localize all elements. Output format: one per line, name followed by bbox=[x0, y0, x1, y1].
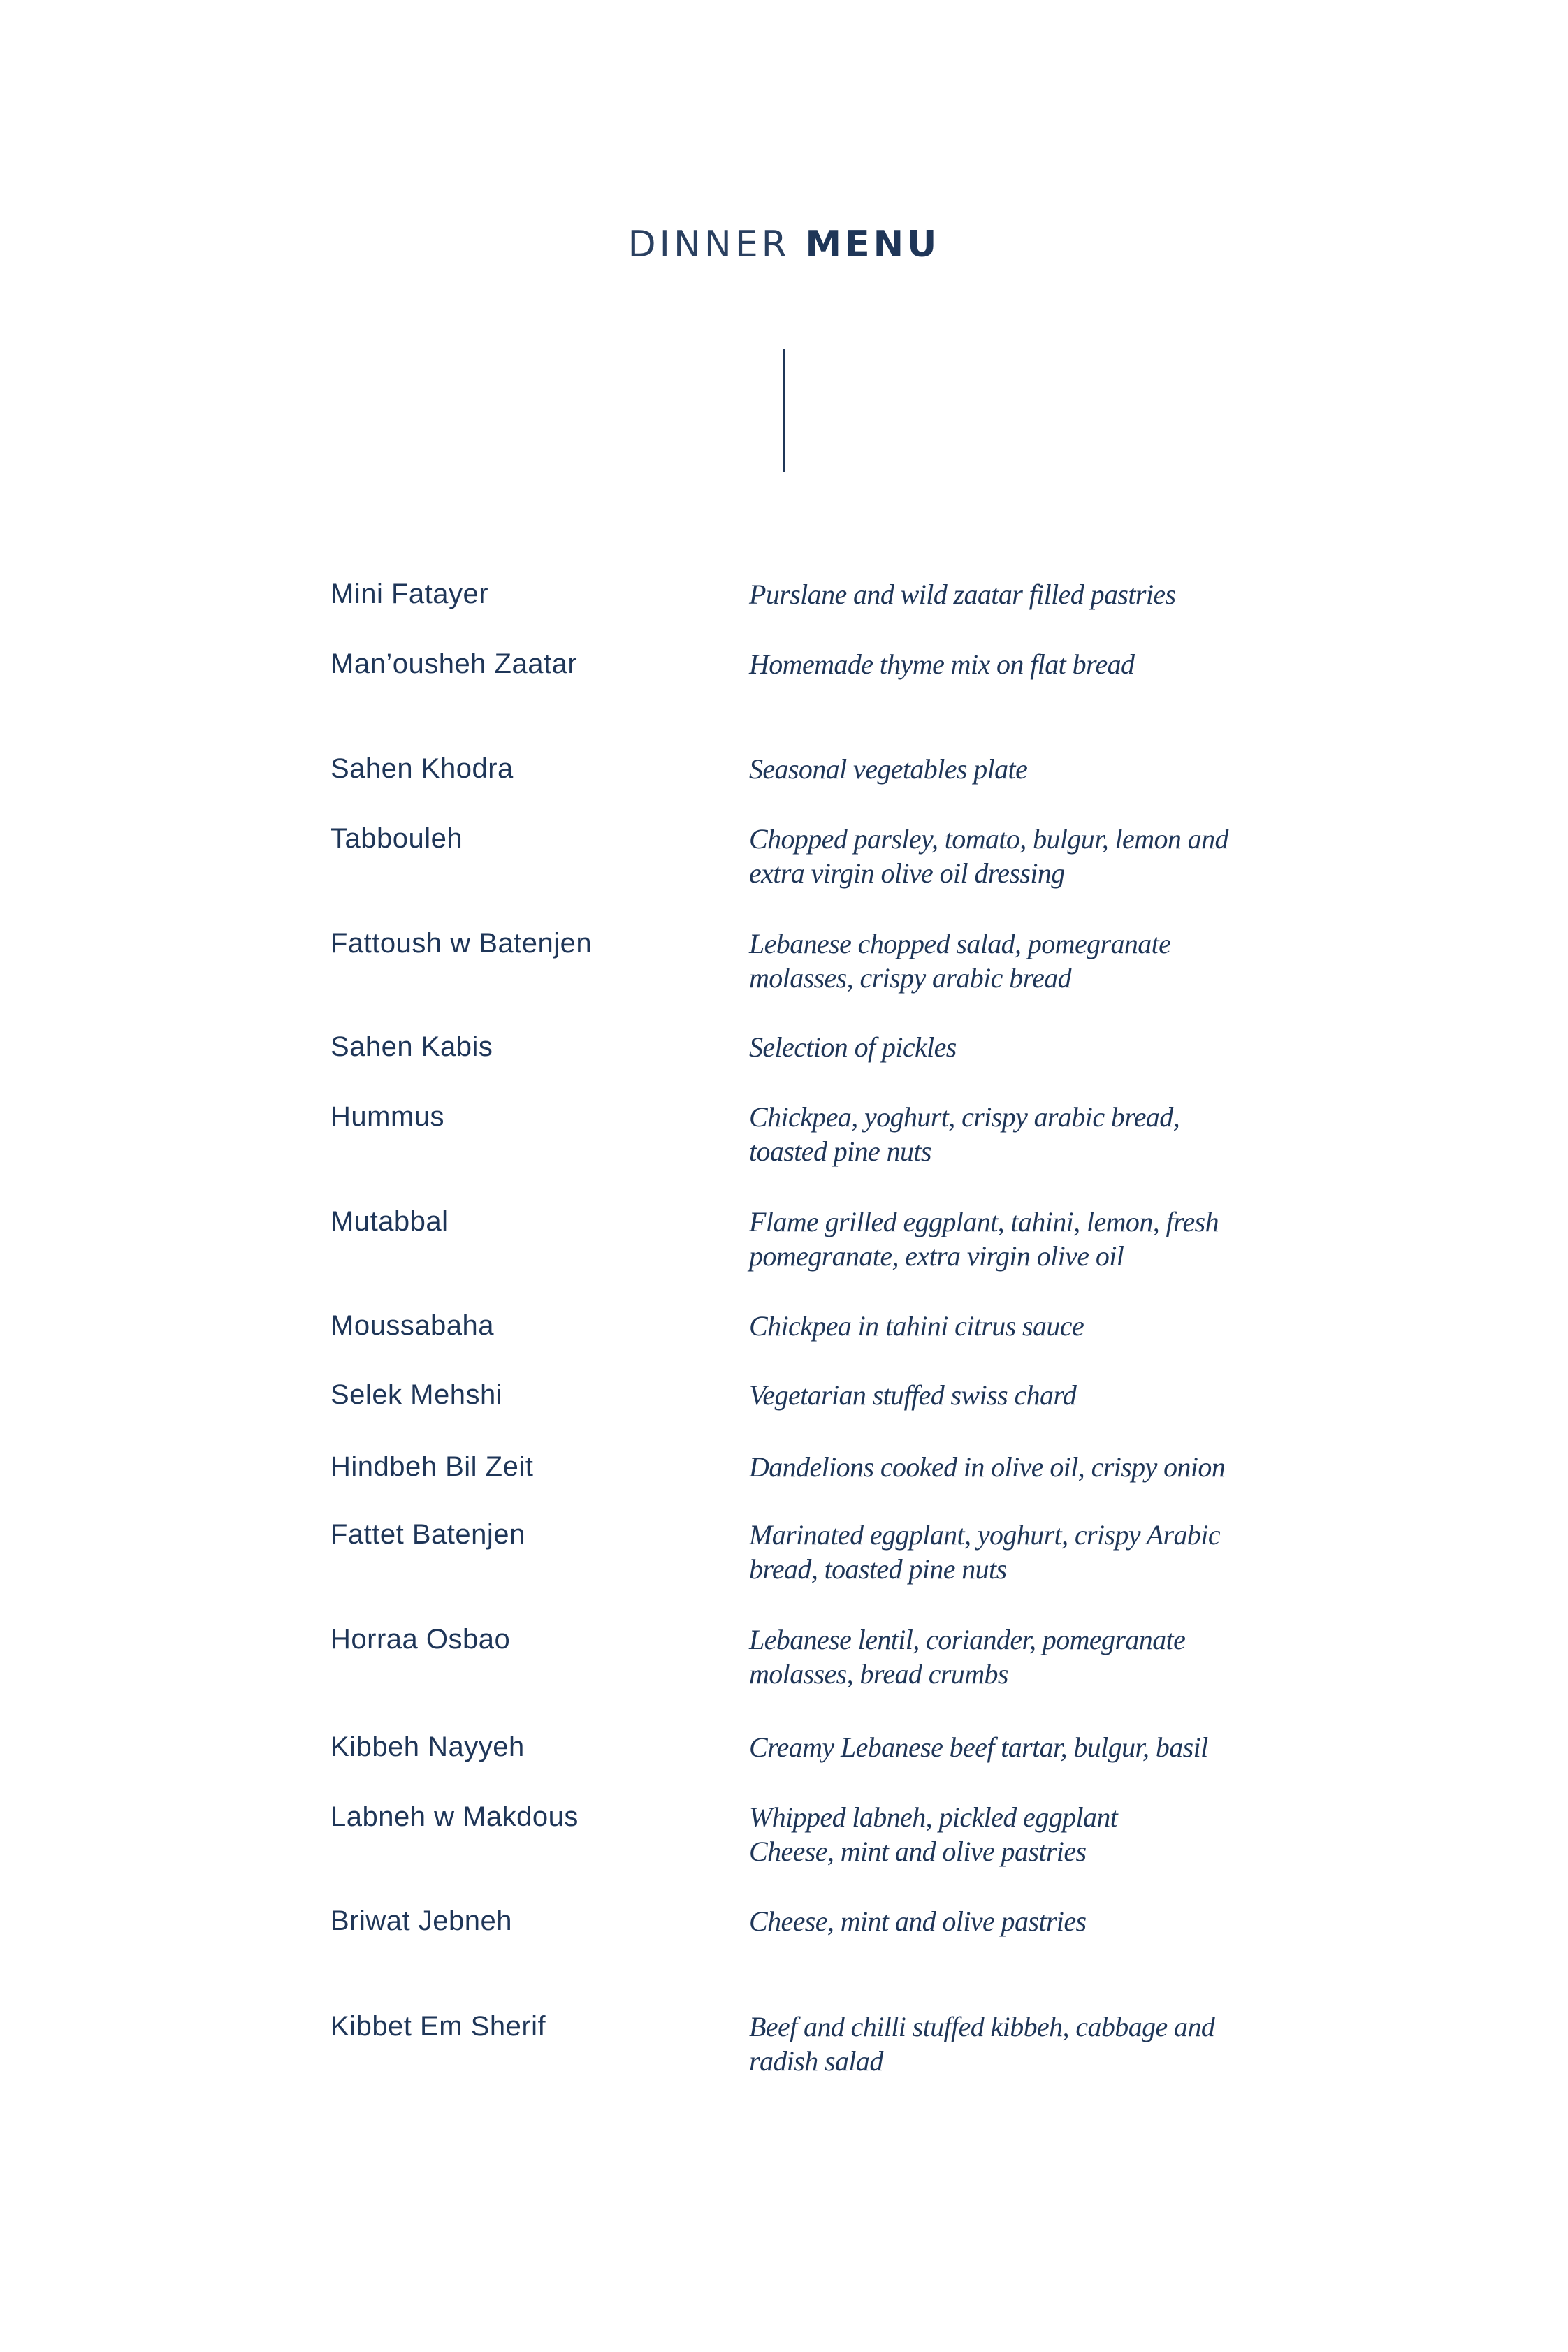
description-line: Vegetarian stuffed swiss chard bbox=[749, 1379, 1077, 1411]
item-description bbox=[749, 1518, 1252, 1586]
description-line: Seasonal vegetables plate bbox=[749, 753, 1028, 785]
item-name: Mutabbal bbox=[331, 1206, 449, 1237]
description-line: pomegranate, extra virgin olive oil bbox=[749, 1240, 1124, 1272]
description-line: Lebanese chopped salad, pomegranate bbox=[749, 928, 1171, 959]
item-name: Kibbeh Nayyeh bbox=[331, 1732, 525, 1762]
description-line: bread, toasted pine nuts bbox=[749, 1553, 1007, 1585]
description-line: Beef and chilli stuffed kibbeh, cabbage and bbox=[749, 2011, 1215, 2042]
item-description bbox=[749, 1904, 1252, 1938]
description-line: Selection of pickles bbox=[749, 1031, 957, 1063]
title-dinner: DINNER bbox=[627, 224, 790, 266]
item-name: Mini Fatayer bbox=[331, 579, 489, 609]
description-line: Marinated eggplant, yoghurt, crispy Arabic bbox=[749, 1519, 1220, 1551]
item-name: Man’ousheh Zaatar bbox=[331, 648, 578, 679]
item-description bbox=[749, 752, 1252, 786]
item-name: Sahen Kabis bbox=[331, 1031, 493, 1062]
description-line: radish salad bbox=[749, 2045, 883, 2077]
item-name: Sahen Khodra bbox=[331, 753, 514, 784]
page-title bbox=[0, 222, 1568, 267]
item-description bbox=[749, 1378, 1252, 1412]
title-menu: MENU bbox=[805, 224, 941, 266]
item-name: Hummus bbox=[331, 1101, 445, 1132]
item-description bbox=[749, 1030, 1252, 1064]
item-name: Horraa Osbao bbox=[331, 1624, 511, 1655]
item-description bbox=[749, 1205, 1252, 1273]
item-name: Labneh w Makdous bbox=[331, 1801, 579, 1832]
item-name: Hindbeh Bil Zeit bbox=[331, 1451, 534, 1482]
description-line: Cheese, mint and olive pastries bbox=[749, 1836, 1087, 1867]
description-line: Purslane and wild zaatar filled pastries bbox=[749, 579, 1176, 610]
item-name: Kibbet Em Sherif bbox=[331, 2011, 546, 2042]
item-name: Selek Mehshi bbox=[331, 1379, 503, 1410]
description-line: Dandelions cooked in olive oil, crispy onion bbox=[749, 1451, 1226, 1483]
description-line: Chickpea, yoghurt, crispy arabic bread, bbox=[749, 1101, 1180, 1133]
description-line: molasses, crispy arabic bread bbox=[749, 962, 1072, 994]
item-name: Moussabaha bbox=[331, 1310, 495, 1341]
vertical-divider bbox=[783, 349, 785, 472]
item-description bbox=[749, 927, 1252, 995]
description-line: Homemade thyme mix on flat bread bbox=[749, 648, 1135, 680]
description-line: molasses, bread crumbs bbox=[749, 1658, 1008, 1690]
item-description bbox=[749, 577, 1252, 611]
item-description bbox=[749, 822, 1252, 890]
item-description bbox=[749, 1100, 1252, 1168]
item-description bbox=[749, 1730, 1252, 1764]
description-line: Flame grilled eggplant, tahini, lemon, fresh bbox=[749, 1206, 1219, 1237]
description-line: Lebanese lentil, coriander, pomegranate bbox=[749, 1624, 1186, 1655]
item-description bbox=[749, 1800, 1252, 1868]
description-line: Whipped labneh, pickled eggplant bbox=[749, 1801, 1118, 1833]
description-line: Cheese, mint and olive pastries bbox=[749, 1905, 1087, 1937]
item-name: Briwat Jebneh bbox=[331, 1905, 512, 1936]
description-line: toasted pine nuts bbox=[749, 1135, 931, 1167]
item-name: Tabbouleh bbox=[331, 823, 463, 854]
description-line: Chopped parsley, tomato, bulgur, lemon and bbox=[749, 823, 1228, 855]
item-description bbox=[749, 1623, 1252, 1691]
item-description bbox=[749, 2010, 1252, 2078]
description-line: extra virgin olive oil dressing bbox=[749, 857, 1065, 889]
item-description bbox=[749, 1450, 1252, 1484]
description-line: Creamy Lebanese beef tartar, bulgur, basil bbox=[749, 1732, 1208, 1763]
item-description bbox=[749, 1309, 1252, 1343]
item-name: Fattet Batenjen bbox=[331, 1519, 525, 1550]
item-description bbox=[749, 647, 1252, 681]
item-name: Fattoush w Batenjen bbox=[331, 928, 593, 959]
description-line: Chickpea in tahini citrus sauce bbox=[749, 1310, 1084, 1342]
